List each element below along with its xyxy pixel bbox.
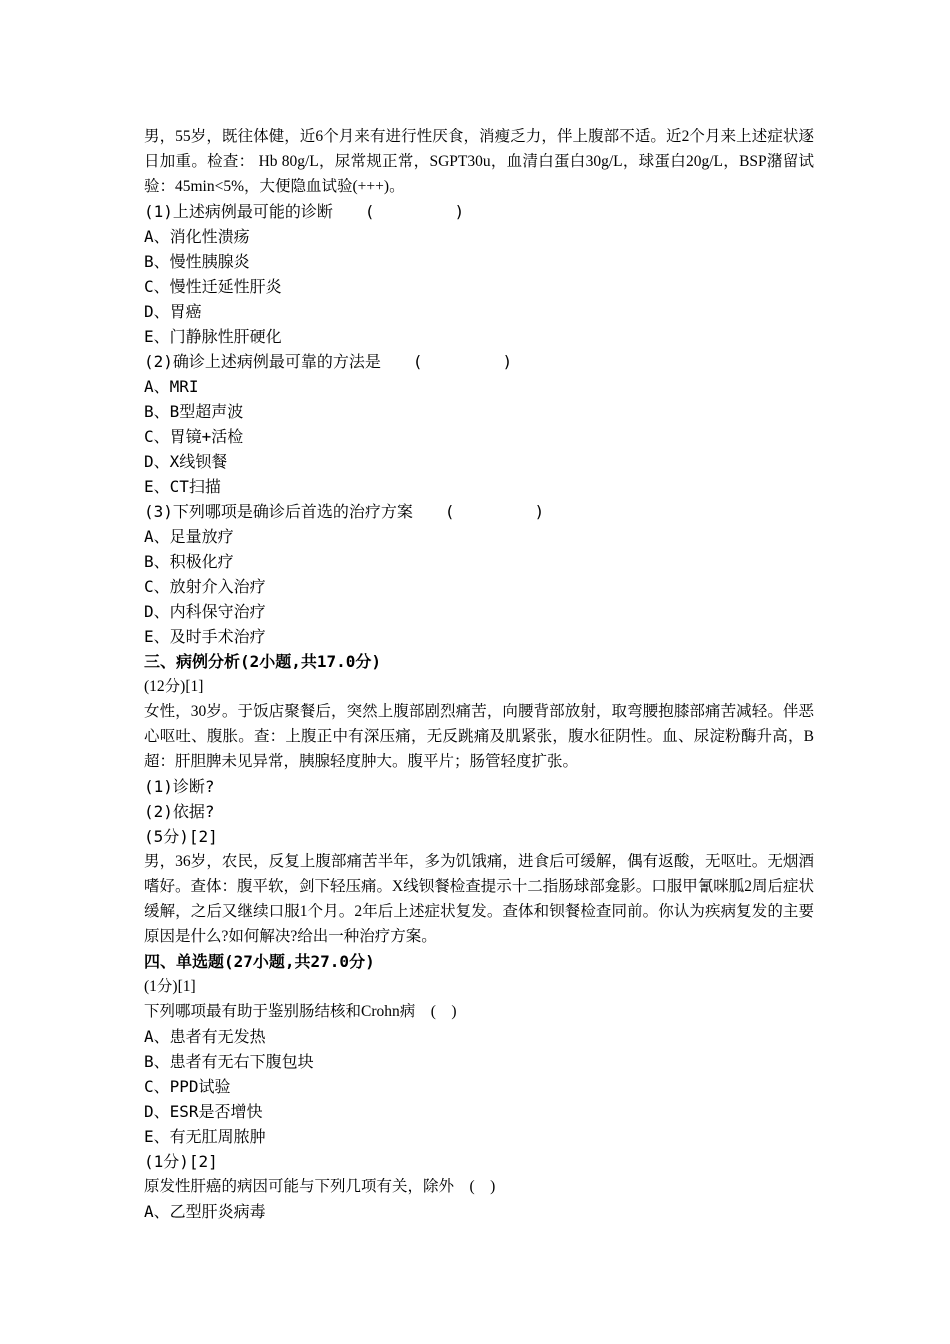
case-stem: 男，55岁，既往体健，近6个月来有进行性厌食，消瘦乏力，伴上腹部不适。近2个月来上述症状逐日加重。检查： Hb 80g/L，尿常规正常，SGPT30u，血清白蛋白30g/L，球蛋白20g/L，BSP潴留试验：45min<5%，大便隐血试验(+++)。 xyxy=(144,128,814,195)
question-stem: 原发性肝癌的病因可能与下列几项有关，除外 ( ) xyxy=(144,1178,496,1195)
question-stem: 下列哪项最有助于鉴别肠结核和Crohn病 ( ) xyxy=(144,1003,457,1020)
option-e: E、CT扫描 xyxy=(144,477,221,496)
option-c: C、胃镜+活检 xyxy=(144,427,244,446)
sub-question-3: (3)下列哪项是确诊后首选的治疗方案 ( ) xyxy=(144,502,545,521)
question-score: (5分)[2] xyxy=(144,827,218,846)
sub-question-2: (2)确诊上述病例最可靠的方法是 ( ) xyxy=(144,352,513,371)
option-a: A、足量放疗 xyxy=(144,527,234,546)
option-e: E、及时手术治疗 xyxy=(144,627,266,646)
section-heading: 四、单选题(27小题,共27.0分) xyxy=(144,952,375,971)
question-score: (1分)[2] xyxy=(144,1152,218,1171)
option-d: D、X线钡餐 xyxy=(144,452,228,471)
option-b: B、患者有无右下腹包块 xyxy=(144,1052,314,1071)
question-score: (12分)[1] xyxy=(144,678,204,695)
option-e: E、有无肛周脓肿 xyxy=(144,1127,266,1146)
option-a: A、患者有无发热 xyxy=(144,1027,266,1046)
document-page xyxy=(144,124,814,1224)
case-stem: 女性，30岁。于饭店聚餐后，突然上腹部剧烈痛苦，向腰背部放射，取弯腰抱膝部痛苦减轻。伴恶心呕吐、腹胀。查：上腹正中有深压痛，无反跳痛及肌紧张，腹水征阴性。血、尿淀粉酶升高，B超：肝胆脾未见异常，胰腺轻度肿大。腹平片；肠管轻度扩张。 xyxy=(144,703,814,770)
option-d: D、胃癌 xyxy=(144,302,202,321)
case-stem: 男，36岁，农民，反复上腹部痛苦半年，多为饥饿痛，进食后可缓解，偶有返酸，无呕吐。无烟酒嗜好。查体：腹平软，剑下轻压痛。X线钡餐检查提示十二指肠球部龛影。口服甲氰咪胍2周后症状缓解，之后又继续口服1个月。2年后上述症状复发。查体和钡餐检查同前。你认为疾病复发的主要原因是什么?如何解决?给出一种治疗方案。 xyxy=(144,853,814,945)
option-c: C、PPD试验 xyxy=(144,1077,231,1096)
option-b: B、慢性胰腺炎 xyxy=(144,252,250,271)
option-c: C、放射介入治疗 xyxy=(144,577,266,596)
option-c: C、慢性迁延性肝炎 xyxy=(144,277,282,296)
option-d: D、内科保守治疗 xyxy=(144,602,266,621)
option-a: A、乙型肝炎病毒 xyxy=(144,1202,266,1221)
option-a: A、消化性溃疡 xyxy=(144,227,250,246)
sub-question-1: (1)上述病例最可能的诊断 ( ) xyxy=(144,202,465,221)
option-a: A、MRI xyxy=(144,377,199,396)
option-b: B、积极化疗 xyxy=(144,552,234,571)
sub-question-2: (2)依据? xyxy=(144,802,215,821)
option-e: E、门静脉性肝硬化 xyxy=(144,327,282,346)
option-d: D、ESR是否增快 xyxy=(144,1102,263,1121)
option-b: B、B型超声波 xyxy=(144,402,244,421)
section-heading: 三、病例分析(2小题,共17.0分) xyxy=(144,652,382,671)
question-score: (1分)[1] xyxy=(144,978,196,995)
sub-question-1: (1)诊断? xyxy=(144,777,215,796)
